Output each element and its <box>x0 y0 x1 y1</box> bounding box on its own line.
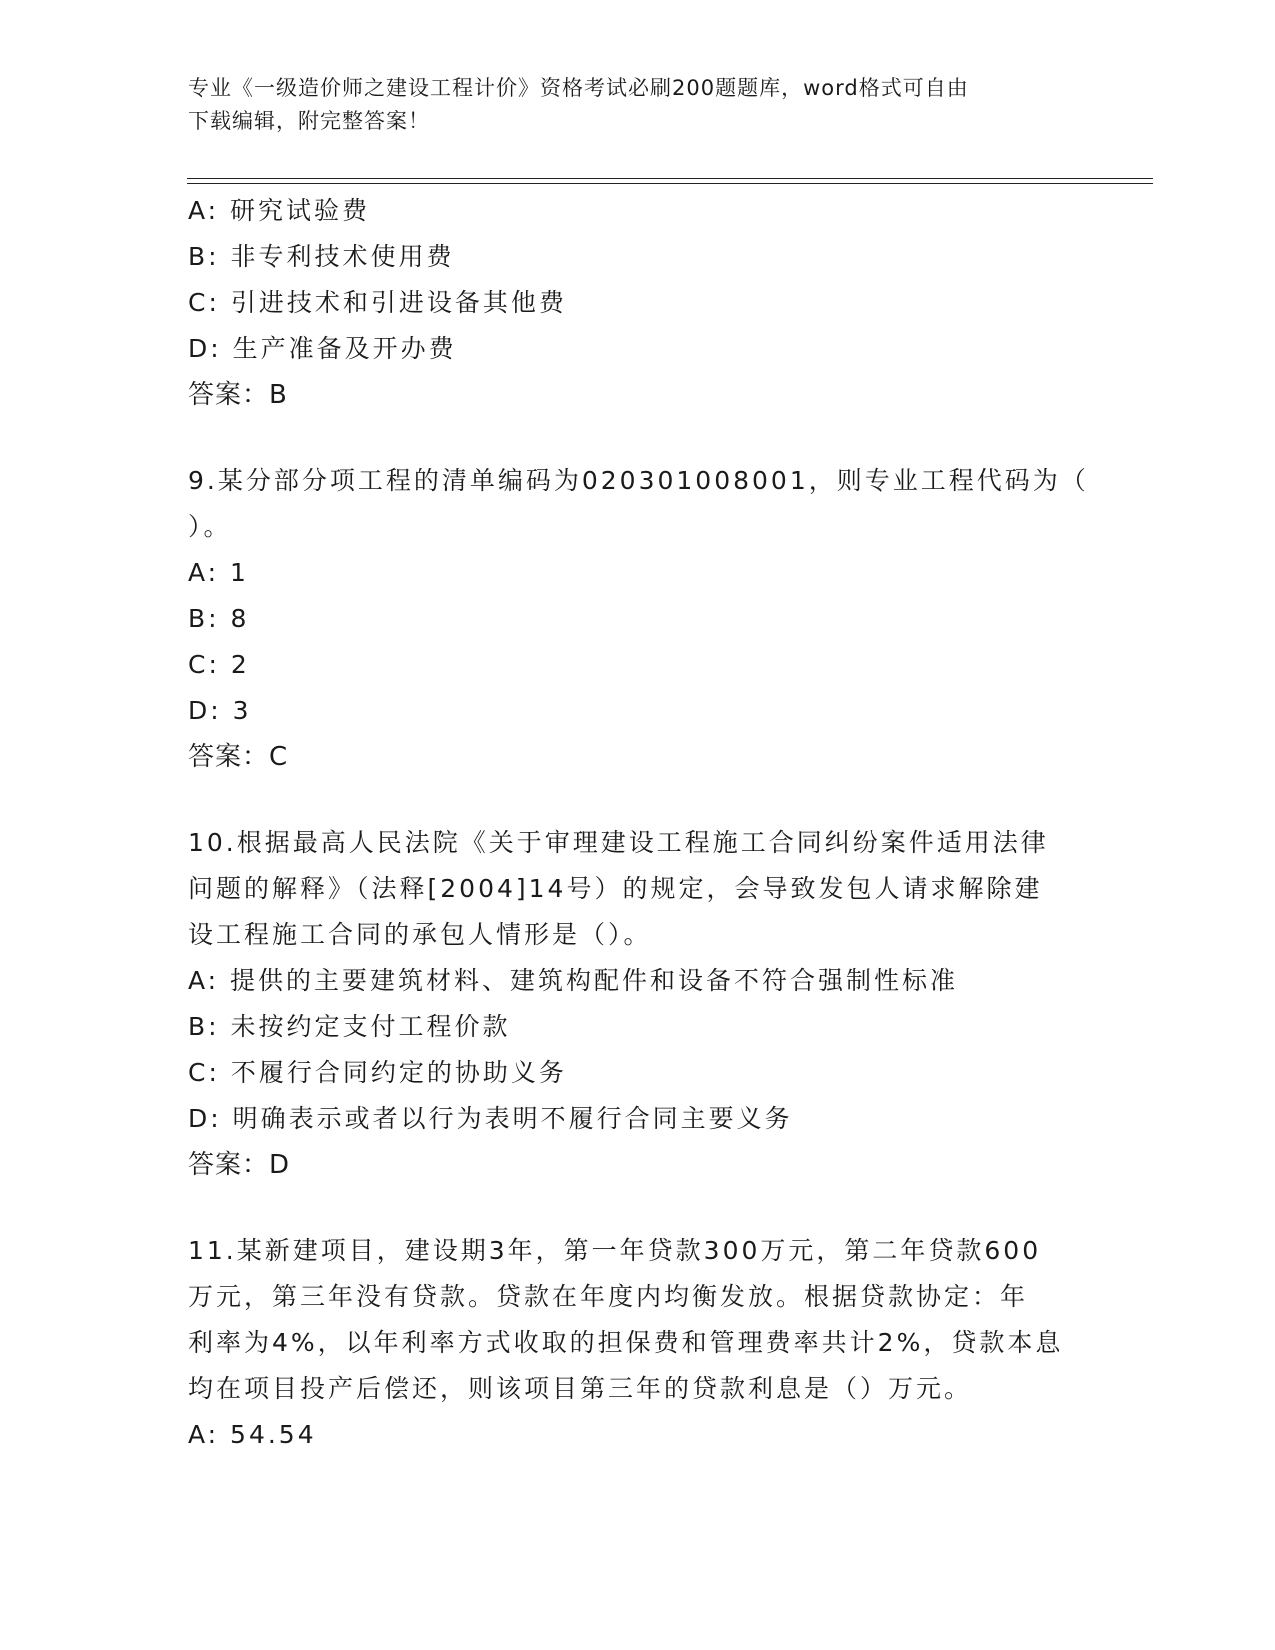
option-a: A: 1 <box>188 558 249 587</box>
option-c: C: 不履行合同约定的协助义务 <box>188 1058 567 1087</box>
question-line: 问题的解释》（法释[2004]14号）的规定，会导致发包人请求解除建 <box>188 874 1043 903</box>
answer: 答案：B <box>188 380 288 410</box>
question-line: 利率为4%，以年利率方式收取的担保费和管理费率共计2%，贷款本息 <box>188 1328 1064 1357</box>
option-b: B: 未按约定支付工程价款 <box>188 1012 511 1041</box>
question-8 <box>188 188 1088 418</box>
option-d: D: 生产准备及开办费 <box>188 334 457 363</box>
question-text <box>188 458 1088 550</box>
option-c: C: 2 <box>188 650 250 679</box>
option-a: A: 提供的主要建筑材料、建筑构配件和设备不符合强制性标准 <box>188 966 959 995</box>
question-line: 均在项目投产后偿还，则该项目第三年的贷款利息是（）万元。 <box>188 1374 973 1403</box>
option-a: A: 研究试验费 <box>188 196 371 225</box>
option-d: D: 3 <box>188 696 252 725</box>
question-line: 9.某分部分项工程的清单编码为020301008001，则专业工程代码为（ <box>188 466 1089 495</box>
option-b: B: 8 <box>188 604 250 633</box>
question-line: ）。 <box>188 512 232 541</box>
page-header <box>188 72 1068 138</box>
question-10 <box>188 820 1088 1188</box>
option-c: C: 引进技术和引进设备其他费 <box>188 288 567 317</box>
answer: 答案：C <box>188 742 289 772</box>
option-d: D: 明确表示或者以行为表明不履行合同主要义务 <box>188 1104 793 1133</box>
option-a: A: 54.54 <box>188 1420 317 1449</box>
answer: 答案：D <box>188 1150 291 1180</box>
question-line: 11.某新建项目，建设期3年，第一年贷款300万元，第二年贷款600 <box>188 1236 1042 1265</box>
question-text <box>188 820 1088 958</box>
header-line-2: 下载编辑，附完整答案！ <box>188 109 430 133</box>
question-list <box>188 188 1088 1458</box>
header-divider-bottom <box>187 183 1153 184</box>
question-line: 万元，第三年没有贷款。贷款在年度内均衡发放。根据贷款协定：年 <box>188 1282 1029 1311</box>
question-text <box>188 1228 1088 1412</box>
header-line-1: 专业《一级造价师之建设工程计价》资格考试必刷200题题库，word格式可自由 <box>188 76 969 100</box>
question-line: 10.根据最高人民法院《关于审理建设工程施工合同纠纷案件适用法律 <box>188 828 1049 857</box>
question-11 <box>188 1228 1088 1458</box>
option-b: B: 非专利技术使用费 <box>188 242 455 271</box>
header-divider-top <box>187 178 1153 179</box>
question-9 <box>188 458 1088 780</box>
question-line: 设工程施工合同的承包人情形是（）。 <box>188 920 652 949</box>
